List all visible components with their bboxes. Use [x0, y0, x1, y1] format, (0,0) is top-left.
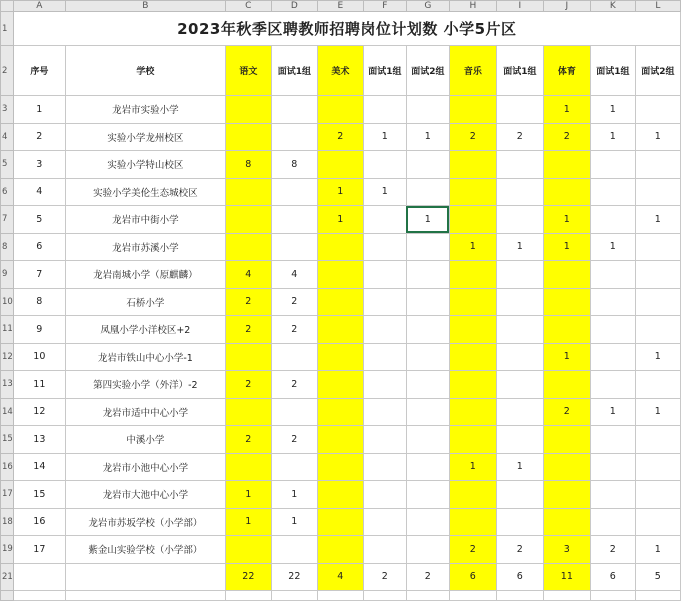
table-cell[interactable] — [317, 261, 363, 289]
table-cell[interactable]: 2 — [543, 123, 590, 151]
cell[interactable] — [635, 590, 680, 600]
table-cell[interactable]: 15 — [13, 481, 65, 509]
table-cell[interactable] — [317, 288, 363, 316]
row-header[interactable]: 21 — [1, 563, 14, 590]
table-cell[interactable] — [363, 151, 406, 179]
table-cell[interactable] — [225, 536, 271, 564]
table-cell[interactable]: 9 — [13, 316, 65, 344]
column-header[interactable]: F — [363, 1, 406, 12]
table-cell[interactable] — [406, 426, 449, 454]
cell[interactable] — [363, 590, 406, 600]
table-cell[interactable] — [496, 316, 543, 344]
table-cell[interactable] — [317, 96, 363, 124]
row-header[interactable]: 10 — [1, 288, 14, 316]
table-cell[interactable] — [449, 151, 496, 179]
table-cell[interactable]: 1 — [543, 343, 590, 371]
table-cell[interactable]: 12 — [13, 398, 65, 426]
table-cell[interactable] — [496, 398, 543, 426]
total-cell[interactable]: 22 — [271, 563, 317, 590]
table-row — [1, 481, 681, 509]
table-cell[interactable]: 11 — [13, 371, 65, 399]
table-cell[interactable] — [543, 316, 590, 344]
column-header[interactable]: I — [496, 1, 543, 12]
table-cell[interactable] — [496, 343, 543, 371]
row-header[interactable]: 16 — [1, 453, 14, 481]
table-cell[interactable] — [317, 536, 363, 564]
table-cell[interactable] — [590, 151, 635, 179]
row-header[interactable]: 17 — [1, 481, 14, 509]
table-cell[interactable]: 2 — [449, 123, 496, 151]
school-name-cell[interactable]: 紫金山实验学校（小学部） — [65, 536, 225, 564]
table-cell[interactable]: 4 — [225, 261, 271, 289]
total-cell[interactable]: 6 — [590, 563, 635, 590]
table-cell[interactable] — [363, 426, 406, 454]
table-cell[interactable] — [543, 371, 590, 399]
header-cell[interactable]: 面试1组 — [590, 46, 635, 96]
school-name-cell[interactable]: 实验小学美伦生态城校区 — [65, 178, 225, 206]
table-cell[interactable] — [590, 316, 635, 344]
table-cell[interactable] — [406, 343, 449, 371]
table-cell[interactable]: 1 — [317, 178, 363, 206]
table-cell[interactable]: 2 — [271, 426, 317, 454]
table-cell[interactable]: 1 — [363, 178, 406, 206]
column-header[interactable]: J — [543, 1, 590, 12]
cell[interactable] — [317, 590, 363, 600]
title-row — [1, 12, 681, 46]
table-cell[interactable] — [363, 288, 406, 316]
table-cell[interactable] — [271, 536, 317, 564]
table-cell[interactable] — [449, 96, 496, 124]
table-row — [1, 261, 681, 289]
table-cell[interactable] — [635, 233, 680, 261]
total-cell[interactable] — [13, 563, 65, 590]
school-name-cell[interactable]: 龙岩市大池中心小学 — [65, 481, 225, 509]
table-cell[interactable] — [496, 151, 543, 179]
table-cell[interactable] — [363, 233, 406, 261]
table-cell[interactable] — [635, 261, 680, 289]
table-cell[interactable] — [317, 371, 363, 399]
partial-row — [1, 590, 681, 600]
table-cell[interactable]: 1 — [590, 96, 635, 124]
column-header[interactable]: E — [317, 1, 363, 12]
school-name-cell[interactable]: 中溪小学 — [65, 426, 225, 454]
row-header[interactable] — [1, 590, 14, 600]
table-row — [1, 453, 681, 481]
total-cell[interactable]: 4 — [317, 563, 363, 590]
table-cell[interactable]: 3 — [13, 151, 65, 179]
table-cell[interactable]: 2 — [543, 398, 590, 426]
school-name-cell[interactable]: 第四实验小学（外洋）-2 — [65, 371, 225, 399]
total-cell[interactable]: 6 — [496, 563, 543, 590]
column-header[interactable]: L — [635, 1, 680, 12]
table-row — [1, 206, 681, 234]
table-cell[interactable]: 3 — [543, 536, 590, 564]
table-cell[interactable] — [635, 316, 680, 344]
total-cell[interactable] — [65, 563, 225, 590]
table-cell[interactable]: 17 — [13, 536, 65, 564]
row-header[interactable]: 4 — [1, 123, 14, 151]
row-header[interactable]: 2 — [1, 46, 14, 96]
table-cell[interactable] — [496, 508, 543, 536]
table-cell[interactable] — [406, 151, 449, 179]
total-cell[interactable]: 6 — [449, 563, 496, 590]
column-header[interactable]: B — [65, 1, 225, 12]
table-cell[interactable] — [635, 178, 680, 206]
table-cell[interactable] — [449, 288, 496, 316]
table-cell[interactable] — [406, 371, 449, 399]
row-header[interactable]: 5 — [1, 151, 14, 179]
table-cell[interactable] — [271, 123, 317, 151]
table-cell[interactable]: 1 — [635, 206, 680, 234]
table-cell[interactable]: 6 — [13, 233, 65, 261]
table-cell[interactable] — [271, 453, 317, 481]
table-cell[interactable] — [543, 261, 590, 289]
table-cell[interactable] — [496, 426, 543, 454]
table-cell[interactable]: 1 — [13, 96, 65, 124]
table-cell[interactable] — [271, 96, 317, 124]
school-name-cell[interactable]: 实验小学龙州校区 — [65, 123, 225, 151]
table-cell[interactable]: 1 — [496, 233, 543, 261]
table-cell[interactable] — [271, 178, 317, 206]
table-cell[interactable] — [406, 508, 449, 536]
header-cell[interactable]: 面试1组 — [271, 46, 317, 96]
total-cell[interactable]: 11 — [543, 563, 590, 590]
table-cell[interactable] — [449, 261, 496, 289]
school-name-cell[interactable]: 龙岩市中街小学 — [65, 206, 225, 234]
table-cell[interactable] — [543, 178, 590, 206]
table-row — [1, 343, 681, 371]
table-cell[interactable]: 1 — [449, 453, 496, 481]
table-cell[interactable]: 1 — [449, 233, 496, 261]
table-cell[interactable]: 13 — [13, 426, 65, 454]
table-cell[interactable] — [406, 288, 449, 316]
table-cell[interactable] — [449, 398, 496, 426]
table-cell[interactable] — [406, 233, 449, 261]
table-cell[interactable]: 1 — [543, 96, 590, 124]
table-cell[interactable] — [449, 316, 496, 344]
table-cell[interactable] — [635, 96, 680, 124]
table-cell[interactable]: 10 — [13, 343, 65, 371]
header-cell[interactable]: 面试1组 — [363, 46, 406, 96]
table-cell[interactable] — [590, 288, 635, 316]
table-cell[interactable]: 1 — [635, 343, 680, 371]
table-row — [1, 398, 681, 426]
row-header[interactable]: 3 — [1, 96, 14, 124]
row-header[interactable]: 8 — [1, 233, 14, 261]
column-header[interactable]: C — [225, 1, 271, 12]
table-cell[interactable] — [496, 371, 543, 399]
table-cell[interactable]: 1 — [363, 123, 406, 151]
table-cell[interactable] — [271, 398, 317, 426]
table-cell[interactable] — [406, 536, 449, 564]
total-cell[interactable]: 2 — [363, 563, 406, 590]
cell[interactable] — [449, 590, 496, 600]
table-cell[interactable] — [363, 316, 406, 344]
header-cell[interactable]: 音乐 — [449, 46, 496, 96]
table-cell[interactable] — [496, 288, 543, 316]
header-cell[interactable]: 面试2组 — [635, 46, 680, 96]
row-header[interactable]: 18 — [1, 508, 14, 536]
header-cell[interactable]: 语文 — [225, 46, 271, 96]
table-cell[interactable]: 1 — [406, 123, 449, 151]
column-header[interactable]: G — [406, 1, 449, 12]
table-row — [1, 178, 681, 206]
total-cell[interactable]: 5 — [635, 563, 680, 590]
total-cell[interactable]: 22 — [225, 563, 271, 590]
table-cell[interactable] — [271, 206, 317, 234]
column-header[interactable]: D — [271, 1, 317, 12]
table-cell[interactable]: 1 — [635, 123, 680, 151]
table-cell[interactable]: 2 — [449, 536, 496, 564]
school-name-cell[interactable]: 龙岩市实验小学 — [65, 96, 225, 124]
totals-row — [1, 563, 681, 590]
cell[interactable] — [496, 590, 543, 600]
row-header[interactable]: 12 — [1, 343, 14, 371]
table-cell[interactable] — [225, 178, 271, 206]
table-cell[interactable] — [363, 206, 406, 234]
column-header-row — [1, 1, 681, 12]
row-header[interactable]: 19 — [1, 536, 14, 564]
school-name-cell[interactable]: 龙岩市适中中心小学 — [65, 398, 225, 426]
cell[interactable] — [225, 590, 271, 600]
table-row — [1, 96, 681, 124]
table-cell[interactable]: 1 — [635, 398, 680, 426]
table-cell[interactable]: 2 — [225, 371, 271, 399]
cell[interactable] — [65, 590, 225, 600]
table-cell[interactable]: 2 — [225, 316, 271, 344]
table-cell[interactable] — [225, 206, 271, 234]
row-header[interactable]: 11 — [1, 316, 14, 344]
school-name-cell[interactable]: 实验小学特山校区 — [65, 151, 225, 179]
school-name-cell[interactable]: 龙岩南城小学（原麒麟） — [65, 261, 225, 289]
table-cell[interactable]: 2 — [496, 536, 543, 564]
table-cell[interactable] — [363, 453, 406, 481]
header-cell[interactable]: 美术 — [317, 46, 363, 96]
row-header[interactable]: 14 — [1, 398, 14, 426]
row-header[interactable]: 1 — [1, 12, 14, 46]
table-cell[interactable] — [543, 288, 590, 316]
table-cell[interactable]: 2 — [271, 371, 317, 399]
table-cell[interactable]: 1 — [406, 206, 449, 234]
table-cell[interactable] — [363, 481, 406, 509]
column-header[interactable]: H — [449, 1, 496, 12]
table-cell[interactable] — [635, 426, 680, 454]
school-name-cell[interactable]: 龙岩市小池中心小学 — [65, 453, 225, 481]
table-cell[interactable] — [363, 343, 406, 371]
header-cell[interactable]: 学校 — [65, 46, 225, 96]
table-cell[interactable]: 1 — [590, 398, 635, 426]
total-cell[interactable]: 2 — [406, 563, 449, 590]
table-cell[interactable]: 1 — [225, 481, 271, 509]
table-cell[interactable] — [363, 371, 406, 399]
table-cell[interactable]: 7 — [13, 261, 65, 289]
table-cell[interactable] — [496, 96, 543, 124]
column-titles-row — [1, 46, 681, 96]
table-cell[interactable] — [590, 206, 635, 234]
table-cell[interactable] — [317, 508, 363, 536]
table-cell[interactable] — [271, 343, 317, 371]
select-all-corner[interactable] — [1, 1, 14, 12]
table-cell[interactable] — [225, 233, 271, 261]
table-row — [1, 316, 681, 344]
cell[interactable] — [13, 590, 65, 600]
table-cell[interactable] — [317, 426, 363, 454]
table-cell[interactable]: 1 — [590, 233, 635, 261]
table-row — [1, 151, 681, 179]
table-cell[interactable]: 2 — [225, 426, 271, 454]
data-rows — [1, 96, 681, 564]
table-cell[interactable]: 14 — [13, 453, 65, 481]
sheet-title[interactable]: 2023年秋季区聘教师招聘岗位计划数 小学5片区 — [13, 12, 680, 46]
table-cell[interactable] — [363, 96, 406, 124]
school-name-cell[interactable]: 石桥小学 — [65, 288, 225, 316]
table-cell[interactable]: 1 — [543, 206, 590, 234]
table-cell[interactable] — [363, 261, 406, 289]
table-cell[interactable] — [635, 151, 680, 179]
table-cell[interactable] — [449, 343, 496, 371]
table-cell[interactable]: 1 — [317, 206, 363, 234]
table-cell[interactable] — [590, 426, 635, 454]
table-cell[interactable] — [635, 371, 680, 399]
table-cell[interactable]: 2 — [317, 123, 363, 151]
table-cell[interactable] — [635, 288, 680, 316]
header-cell[interactable]: 体育 — [543, 46, 590, 96]
column-header[interactable]: K — [590, 1, 635, 12]
table-cell[interactable] — [271, 233, 317, 261]
table-cell[interactable]: 4 — [13, 178, 65, 206]
cell[interactable] — [406, 590, 449, 600]
table-cell[interactable] — [406, 453, 449, 481]
table-row — [1, 288, 681, 316]
table-cell[interactable]: 8 — [13, 288, 65, 316]
table-cell[interactable] — [496, 481, 543, 509]
table-cell[interactable]: 2 — [13, 123, 65, 151]
table-row — [1, 426, 681, 454]
table-cell[interactable] — [635, 481, 680, 509]
table-cell[interactable] — [496, 178, 543, 206]
table-cell[interactable] — [406, 481, 449, 509]
table-cell[interactable]: 2 — [590, 536, 635, 564]
table-cell[interactable] — [449, 426, 496, 454]
row-header[interactable]: 6 — [1, 178, 14, 206]
table-cell[interactable] — [590, 371, 635, 399]
row-header[interactable]: 15 — [1, 426, 14, 454]
table-row — [1, 371, 681, 399]
table-cell[interactable] — [317, 398, 363, 426]
table-cell[interactable] — [363, 398, 406, 426]
column-header[interactable]: A — [13, 1, 65, 12]
table-cell[interactable] — [406, 178, 449, 206]
row-header[interactable]: 13 — [1, 371, 14, 399]
table-cell[interactable] — [317, 481, 363, 509]
table-cell[interactable] — [543, 453, 590, 481]
table-cell[interactable]: 5 — [13, 206, 65, 234]
table-cell[interactable]: 2 — [271, 316, 317, 344]
table-cell[interactable] — [543, 481, 590, 509]
row-header[interactable]: 9 — [1, 261, 14, 289]
table-cell[interactable] — [406, 398, 449, 426]
school-name-cell[interactable]: 龙岩市铁山中心小学-1 — [65, 343, 225, 371]
table-cell[interactable] — [225, 96, 271, 124]
table-cell[interactable] — [590, 178, 635, 206]
school-name-cell[interactable]: 龙岩市苏溪小学 — [65, 233, 225, 261]
table-cell[interactable] — [590, 261, 635, 289]
table-cell[interactable]: 16 — [13, 508, 65, 536]
table-cell[interactable]: 4 — [271, 261, 317, 289]
school-name-cell[interactable]: 龙岩市苏坂学校（小学部） — [65, 508, 225, 536]
table-cell[interactable]: 1 — [590, 123, 635, 151]
table-cell[interactable] — [496, 261, 543, 289]
table-cell[interactable] — [317, 453, 363, 481]
table-cell[interactable]: 1 — [271, 508, 317, 536]
table-row — [1, 233, 681, 261]
table-cell[interactable] — [590, 481, 635, 509]
row-header[interactable]: 7 — [1, 206, 14, 234]
table-cell[interactable]: 8 — [225, 151, 271, 179]
table-cell[interactable] — [590, 343, 635, 371]
table-cell[interactable]: 2 — [271, 288, 317, 316]
header-cell[interactable]: 面试2组 — [406, 46, 449, 96]
table-cell[interactable] — [225, 343, 271, 371]
table-cell[interactable]: 1 — [635, 536, 680, 564]
table-row — [1, 508, 681, 536]
table-cell[interactable] — [543, 426, 590, 454]
table-cell[interactable] — [635, 453, 680, 481]
cell[interactable] — [590, 590, 635, 600]
table-cell[interactable] — [543, 151, 590, 179]
table-cell[interactable]: 2 — [225, 288, 271, 316]
table-cell[interactable] — [406, 96, 449, 124]
table-row — [1, 123, 681, 151]
table-cell[interactable] — [225, 123, 271, 151]
table-cell[interactable] — [449, 178, 496, 206]
table-cell[interactable] — [449, 481, 496, 509]
table-cell[interactable]: 1 — [225, 508, 271, 536]
cell[interactable] — [271, 590, 317, 600]
table-cell[interactable] — [363, 508, 406, 536]
table-cell[interactable] — [496, 206, 543, 234]
table-cell[interactable] — [363, 536, 406, 564]
table-cell[interactable] — [406, 316, 449, 344]
table-cell[interactable] — [317, 316, 363, 344]
table-cell[interactable] — [317, 233, 363, 261]
table-cell[interactable] — [225, 398, 271, 426]
table-cell[interactable] — [590, 508, 635, 536]
table-cell[interactable] — [317, 151, 363, 179]
table-cell[interactable] — [635, 508, 680, 536]
table-cell[interactable]: 1 — [543, 233, 590, 261]
table-cell[interactable]: 2 — [496, 123, 543, 151]
table-cell[interactable] — [317, 343, 363, 371]
table-cell[interactable] — [406, 261, 449, 289]
cell[interactable] — [543, 590, 590, 600]
table-row — [1, 536, 681, 564]
table-cell[interactable] — [449, 371, 496, 399]
table-cell[interactable]: 1 — [496, 453, 543, 481]
header-cell[interactable]: 面试1组 — [496, 46, 543, 96]
school-name-cell[interactable]: 凤凰小学小洋校区+2 — [65, 316, 225, 344]
table-cell[interactable]: 8 — [271, 151, 317, 179]
table-cell[interactable] — [543, 508, 590, 536]
header-cell[interactable]: 序号 — [13, 46, 65, 96]
table-cell[interactable]: 1 — [271, 481, 317, 509]
table-cell[interactable] — [449, 508, 496, 536]
table-cell[interactable] — [449, 206, 496, 234]
table-cell[interactable] — [225, 453, 271, 481]
table-cell[interactable] — [590, 453, 635, 481]
